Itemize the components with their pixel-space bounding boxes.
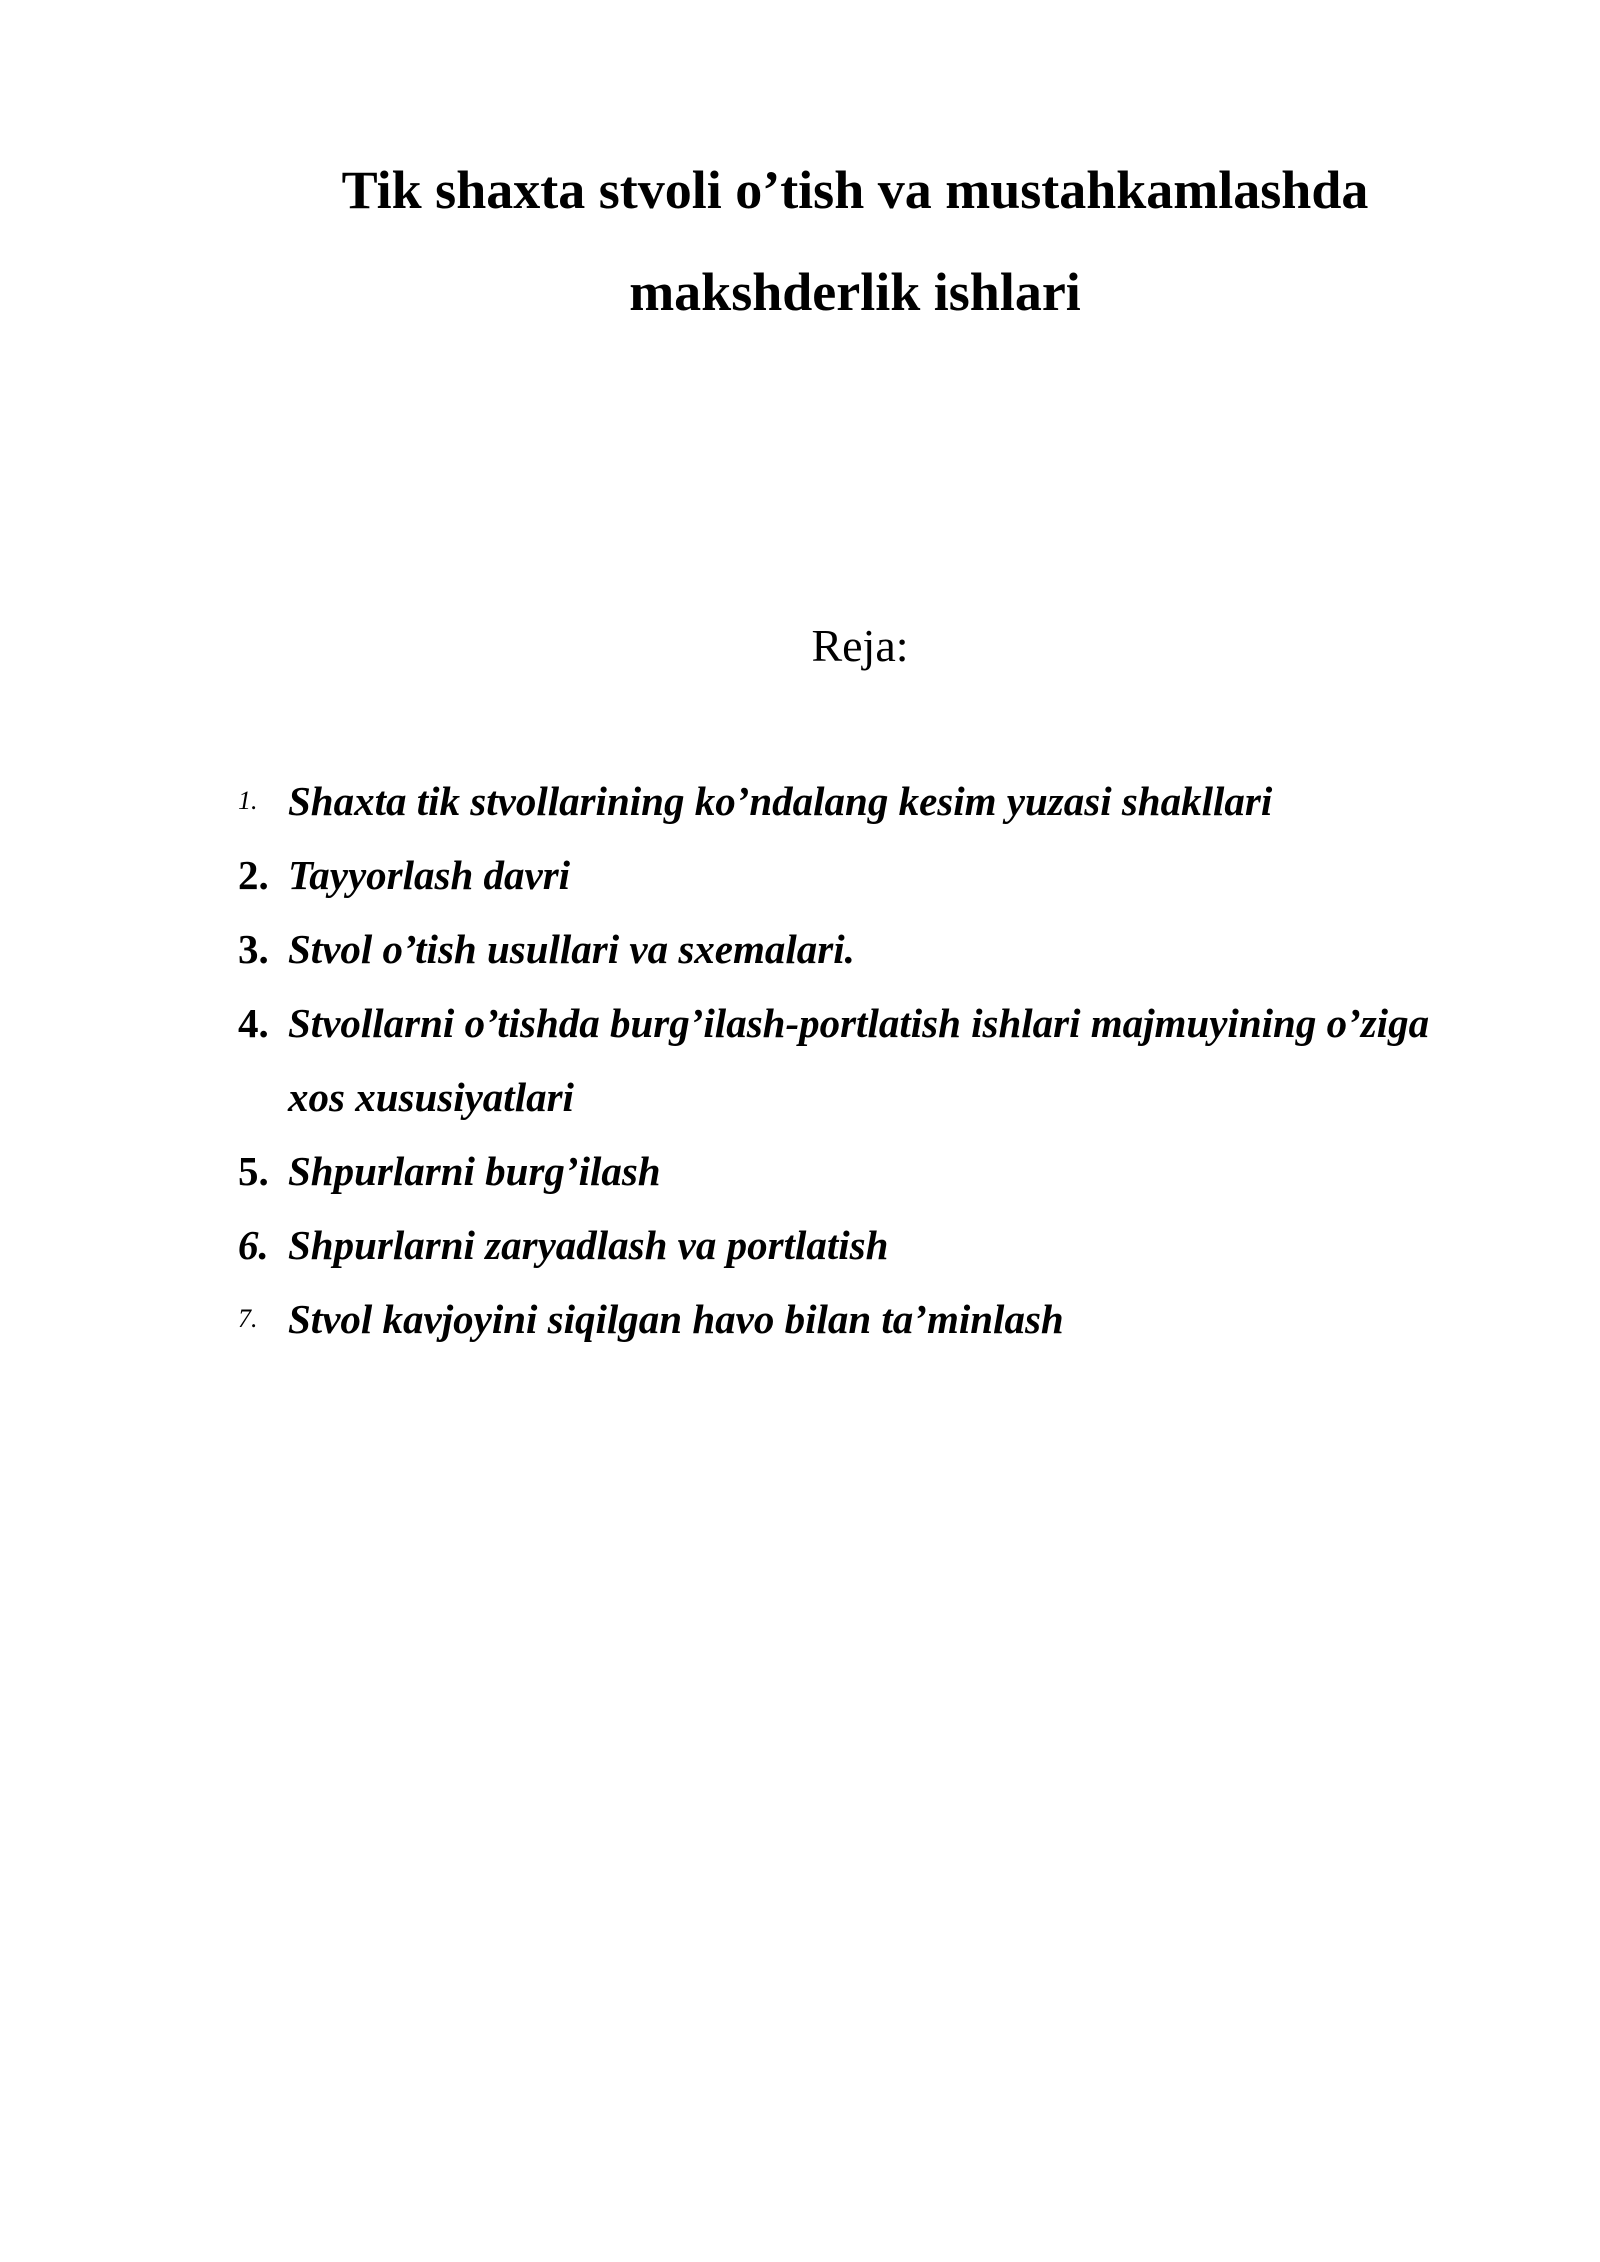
plan-item-7	[0, 1282, 1429, 1356]
plan-item-4	[0, 986, 1429, 1134]
plan-item-text: Tayyorlash davri	[288, 852, 571, 898]
plan-item-number: 6.	[238, 1222, 269, 1268]
plan-heading: Reja:	[811, 620, 909, 671]
plan-item-text: Shaxta tik stvollarining ko’ndalang kesim yuzasi shakllari	[288, 778, 1273, 824]
plan-item-text: Shpurlarni zaryadlash va portlatish	[288, 1222, 889, 1268]
plan-item-3	[0, 912, 1429, 986]
plan-list	[0, 764, 1429, 1356]
plan-item-6	[0, 1208, 1429, 1282]
plan-item-number: 7.	[238, 1304, 258, 1333]
document-title-line-2: makshderlik ishlari	[629, 262, 1081, 322]
plan-item-5	[0, 1134, 1429, 1208]
plan-item-number: 3.	[238, 926, 269, 972]
plan-item-text: Stvol o’tish usullari va sxemalari.	[288, 926, 855, 972]
document-title-line-1: Tik shaxta stvoli o’tish va mustahkamlashda	[341, 160, 1369, 220]
plan-item-text: Stvollarni o’tishda burg’ilash-portlatish ishlari majmuyining o’ziga	[288, 1000, 1430, 1046]
plan-item-number: 2.	[238, 852, 269, 898]
plan-item-number: 5.	[238, 1148, 269, 1194]
plan-item-number: 1.	[238, 786, 258, 815]
plan-item-1	[0, 764, 1429, 838]
plan-item-text: Stvol kavjoyini siqilgan havo bilan ta’minlash	[288, 1296, 1064, 1342]
plan-item-number: 4.	[238, 1000, 269, 1046]
plan-item-text-continuation: xos xususiyatlari	[288, 1074, 574, 1120]
plan-item-2	[0, 838, 1429, 912]
plan-item-text: Shpurlarni burg’ilash	[288, 1148, 661, 1194]
